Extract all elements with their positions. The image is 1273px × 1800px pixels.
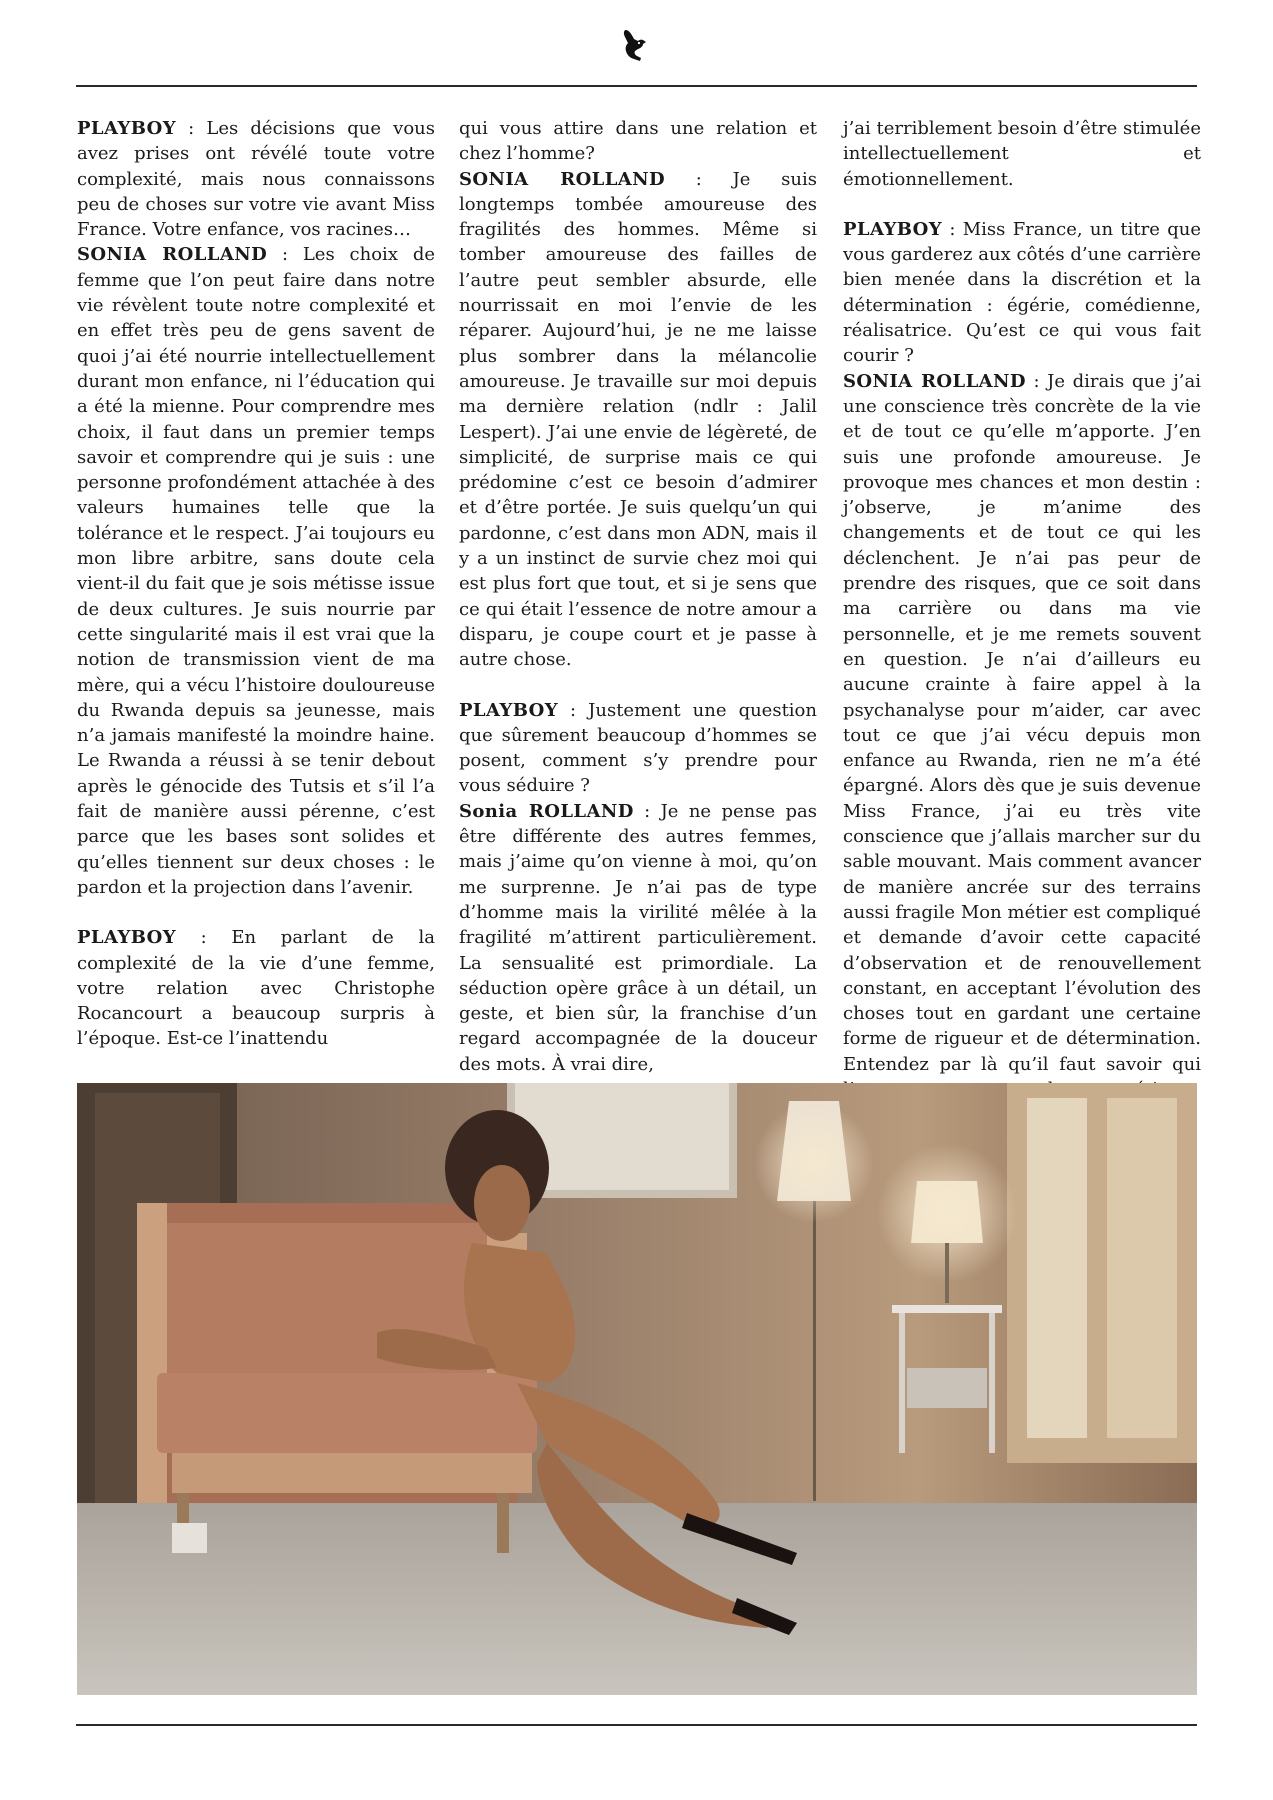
header-rule bbox=[76, 85, 1197, 87]
paragraph: SONIA ROLLAND : Je dirais que j’ai une conscience très concrète de la vie et de tout ce qu’elle m’apporte. J’en suis une profonde amoureuse. Je provoque mes chances et mon destin : j’observe, je m’anime des changements et de tout ce qui les déclenchent. Je n’ai pas peur de prendre des risques, que ce soit dans ma carrière ou dans ma vie personnelle, et je me remets souvent en question. Je n’ai d’ailleurs eu aucune crainte à faire appel à la psychanalyse pour m’aider, car avec tout ce que j’ai vécu depuis mon enfance au Rwanda, rien ne m’a été épargné. Alors dès que je suis devenue Miss France, j’ai eu très vite conscience que j’allais marcher sur du sable mouvant. Mais comment avancer de manière ancrée sur des terrains aussi fragile Mon métier est compliqué et demande d’avoir cette capacité d’observation et de renouvellement constant, en acceptant l’évolution des choses tout en gardant une certaine forme de rigueur et de détermination. Entendez par là qu’il faut savoir qui bbox=[843, 370, 1201, 1075]
playboy-bunny-icon bbox=[619, 28, 651, 62]
text-column-3 bbox=[843, 116, 1201, 1102]
paragraph: SONIA ROLLAND : Les choix de femme que l’on peut faire dans notre vie révèlent toute notre complexité et en effet très peu de gens savent de quoi j’ai été nourrie intellectuellement durant mon enfance, ni l’éducation qui a été la mienne. Pour comprendre mes choix, il faut dans un premier temps savoir et comprendre qui je suis : une personne profondément attachée à des valeurs humaines telle que la tolérance et le respect. J’ai toujours eu mon libre arbitre, sans doute cela vient-il du fait que je sois métisse issue de deux cultures. Je suis nourrie par cette singularité mais il est vrai que la notion de transmission vient de ma mère, qui a vécu l’histoire douloureuse du Rwanda depuis sa jeunesse, mais n’a jamais manifesté la moindre haine. Le Rwanda a réussi à se tenir debout après le génocide des Tutsis et s’il l’a fait de manière aussi pérenne, c’est parce que les bases sont solides et qu’elles tiennent sur deux choses : le pardon et la projection dans l’avenir. bbox=[77, 244, 435, 898]
interview-photo bbox=[77, 1083, 1197, 1695]
paragraph: PLAYBOY : Les décisions que vous avez prises ont révélé toute votre complexité, mais nous connaissons peu de choses sur votre vie avant Miss France. Votre enfance, vos racines… bbox=[77, 118, 435, 241]
text-column-1 bbox=[77, 116, 435, 1052]
paragraph: Sonia ROLLAND : Je ne pense pas être différente des autres femmes, mais j’aime qu’on vienne à moi, qu’on me surprenne. Je n’ai pas de type d’homme mais la virilité mêlée à la fragilité m’attirent particulièrement. La sensualité est primordiale. La séduction opère grâce à un détail, un geste, et bien sûr, la franchise d’un regard accompagnée de la douceur des mots. À vrai dire, bbox=[459, 800, 817, 1075]
paragraph: PLAYBOY : Justement une question que sûrement beaucoup d’hommes se posent, comment s’y prendre pour vous séduire ? bbox=[459, 699, 817, 797]
text-column-2 bbox=[459, 116, 817, 1077]
paragraph: SONIA ROLLAND : Je suis longtemps tombée amoureuse des fragilités des hommes. Même si tomber amoureuse des failles de l’autre peut sembler absurde, elle nourrissait en moi l’envie de les réparer. Aujourd’hui, je ne me laisse plus sombrer dans la mélancolie amoureuse. Je travaille sur moi depuis ma dernière relation (ndlr : Jalil Lespert). J’ai une envie de légèreté, de simplicité, de surprise mais ce qui prédomine c’est ce besoin d’admirer et d’être portée. Je suis quelqu’un qui pardonne, c’est dans mon ADN, mais il y a un instinct de survie chez moi qui est plus fort que tout, et si je sens que ce qui était l’essence de notre amour a disparu, je coupe court et je passe à autre chose. bbox=[459, 168, 818, 671]
paragraph: qui vous attire dans une relation et chez l’homme? bbox=[459, 118, 817, 165]
paragraph: PLAYBOY : Miss France, un titre que vous garderez aux côtés d’une carrière bien menée dans la discrétion et la détermination : égérie, comédienne, réalisatrice. Qu’est ce qui vous fait courir ? bbox=[843, 218, 1201, 367]
paragraph: j’ai terriblement besoin d’être stimulée intellectuellement et émotionnellement. bbox=[843, 118, 1201, 190]
paragraph: PLAYBOY : En parlant de la complexité de la vie d’une femme, votre relation avec Christophe Rocancourt a beaucoup surpris à l’époque. Est-ce l’inattendu bbox=[77, 927, 435, 1050]
footer-rule bbox=[76, 1724, 1197, 1726]
